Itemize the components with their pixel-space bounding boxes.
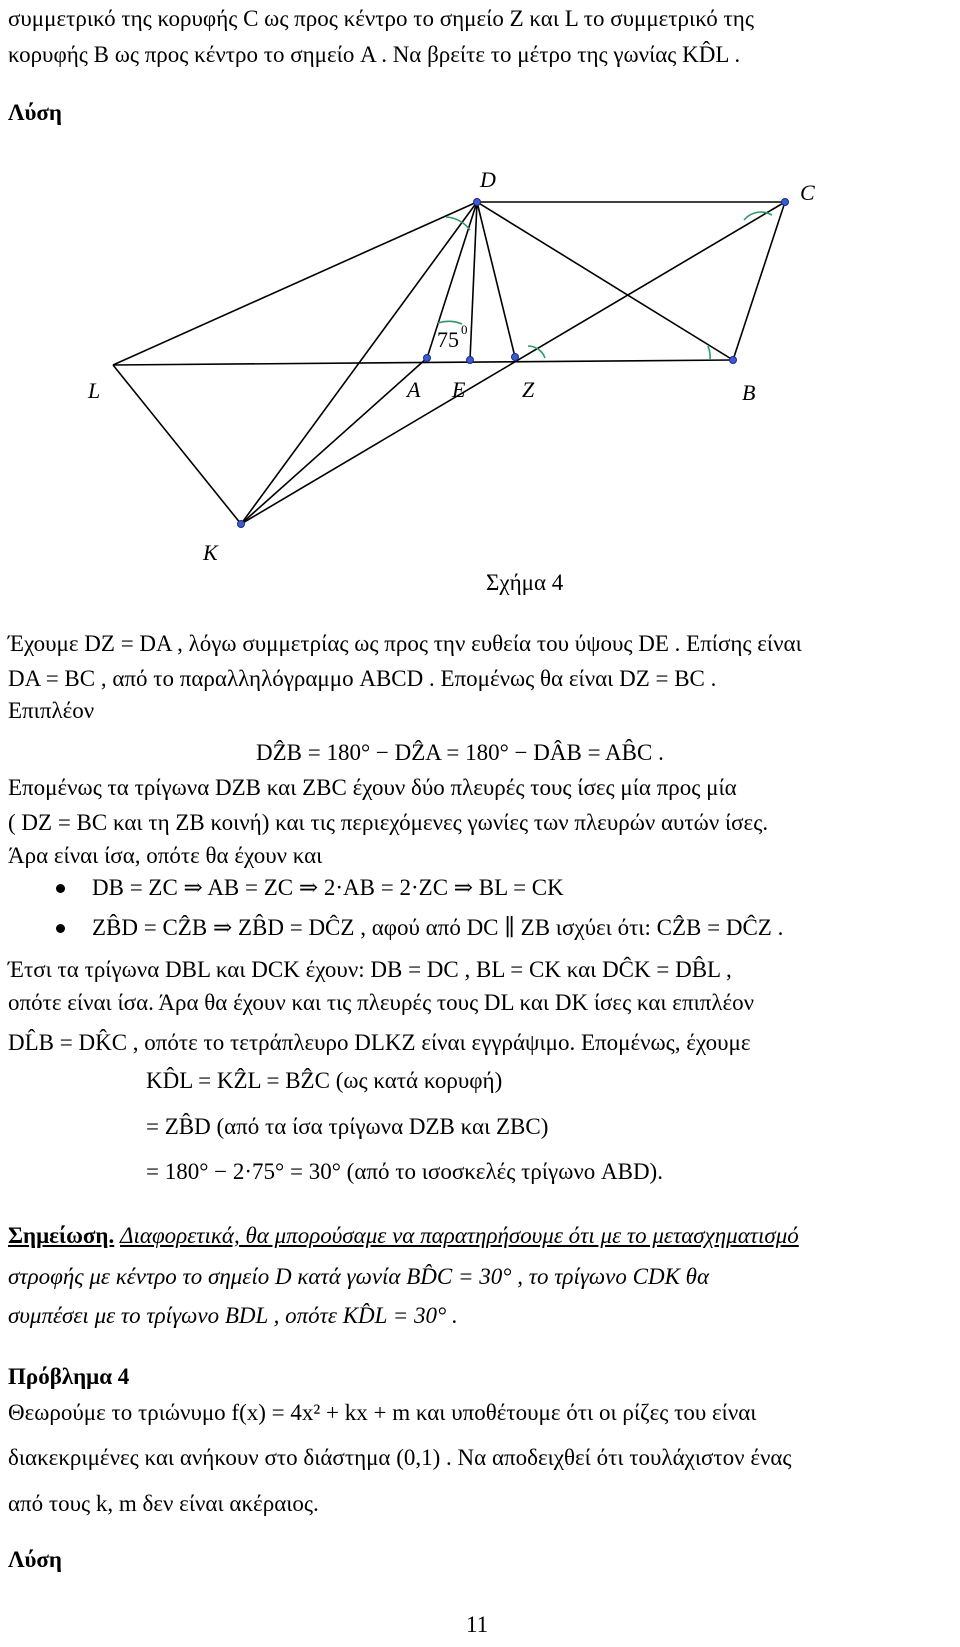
proof-line-3: Επιπλέον [8, 698, 95, 723]
geometry-figure [0, 160, 960, 580]
label-D: D [480, 167, 496, 192]
note-line-3: συμπέσει με το τρίγωνο BDL , οπότε KD̂L = 30° . [8, 1303, 458, 1328]
problem-line-1: Θεωρούμε το τριώνυμο f(x) = 4x² + kx + m και υποθέτουμε ότι οι ρίζες του είναι [8, 1400, 757, 1425]
bullet-item-2: ZB̂D = CẐB ⇒ ZB̂D = DĈZ , αφού από DC ∥ ZB ισχύει ότι: CẐB = DĈZ . [92, 915, 784, 940]
point-C [782, 199, 789, 206]
bullet-dot-1 [56, 884, 65, 893]
equation-2b: = ZB̂D (από τα ίσα τρίγωνα DZB και ZBC) [146, 1114, 549, 1139]
text-line-top-1: συμμετρικό της κορυφής C ως προς κέντρο το σημείο Z και L το συμμετρικό της [8, 6, 754, 31]
point-E [467, 357, 474, 364]
proof-line-5: ( DZ = BC και τη ZB κοινή) και τις περιεχόμενες γωνίες των πλευρών αυτών ίσες. [8, 810, 769, 835]
figure-caption: Σχήμα 4 [486, 570, 564, 595]
line-CB [733, 202, 785, 360]
angle-arc-B [708, 346, 710, 360]
proof-line-8: οπότε είναι ίσα. Άρα θα έχουν και τις πλευρές τους DL και DK ίσες και επιπλέον [8, 990, 755, 1015]
label-K: K [203, 540, 218, 565]
equation-2a: KD̂L = KẐL = BẐC (ως κατά κορυφή) [146, 1068, 503, 1093]
point-K [238, 521, 245, 528]
problem-line-3: από τους k, m δεν είναι ακέραιος. [8, 1491, 319, 1516]
label-Z: Z [522, 377, 535, 402]
angle-arc-A [438, 321, 462, 324]
line-DZ [477, 202, 515, 357]
label-L: L [88, 378, 101, 403]
proof-line-4: Επομένως τα τρίγωνα DZB και ZBC έχουν δύο πλευρές τους ίσες μία προς μία [8, 775, 737, 800]
proof-line-2: DA = BC , από το παραλληλόγραμμο ABCD . Επομένως θα είναι DZ = BC . [8, 666, 717, 691]
proof-line-1: Έχουμε DZ = DA , λόγω συμμετρίας ως προς την ευθεία του ύψους DE . Επίσης είναι [8, 631, 802, 656]
note-label: Σημείωση. [8, 1223, 115, 1248]
line-DB [477, 202, 733, 360]
equation-1: DẐB = 180° − DẐA = 180° − DÂB = AB̂C . [256, 740, 664, 765]
note-line-2: στροφής με κέντρο το σημείο D κατά γωνία BD̂C = 30° , το τρίγωνο CDK θα [8, 1264, 710, 1289]
solution-heading: Λύση [8, 100, 62, 125]
point-Z [512, 354, 519, 361]
line-DE [470, 202, 477, 360]
solution-heading-2: Λύση [8, 1547, 62, 1572]
proof-line-7: Έτσι τα τρίγωνα DBL και DCK έχουν: DB = DC , BL = CK και DĈK = DB̂L , [8, 957, 732, 982]
note-text-1: Διαφορετικά, θα μπορούσαμε να παρατηρήσουμε ότι με το μετασχηματισμό [119, 1223, 799, 1248]
angle-label-75: 75 [437, 327, 459, 352]
label-E: E [452, 377, 466, 402]
proof-line-9: DL̂B = DK̂C , οπότε το τετράπλευρο DLKZ είναι εγγράψιμο. Επομένως, έχουμε [8, 1030, 751, 1055]
proof-line-6: Άρα είναι ίσα, οπότε θα έχουν και [8, 843, 323, 868]
bullet-item-1: DB = ZC ⇒ AB = ZC ⇒ 2·AB = 2·ZC ⇒ BL = CK [92, 875, 564, 900]
point-A [424, 355, 431, 362]
point-D [474, 199, 481, 206]
equation-2c: = 180° − 2·75° = 30° (από το ισοσκελές τρίγωνο ABD). [146, 1159, 663, 1184]
page-number: 11 [466, 1612, 489, 1637]
problem-heading: Πρόβλημα 4 [8, 1364, 130, 1389]
problem-line-2: διακεκριμένες και ανήκουν στο διάστημα (0,1) . Να αποδειχθεί ότι τουλάχιστον ένας [8, 1445, 792, 1470]
line-LD [113, 202, 477, 365]
label-B: B [742, 380, 756, 405]
bullet-dot-2 [56, 924, 65, 933]
text-line-top-2: κορυφής B ως προς κέντρο το σημείο A . Να βρείτε το μέτρο της γωνίας KD̂L . [8, 42, 741, 67]
line-KA [241, 358, 427, 524]
label-A: A [407, 377, 421, 402]
note-line-1 [8, 1221, 799, 1251]
angle-label-degree: 0 [461, 322, 468, 337]
point-B [730, 357, 737, 364]
line-KL [113, 365, 241, 524]
label-C: C [800, 180, 815, 205]
